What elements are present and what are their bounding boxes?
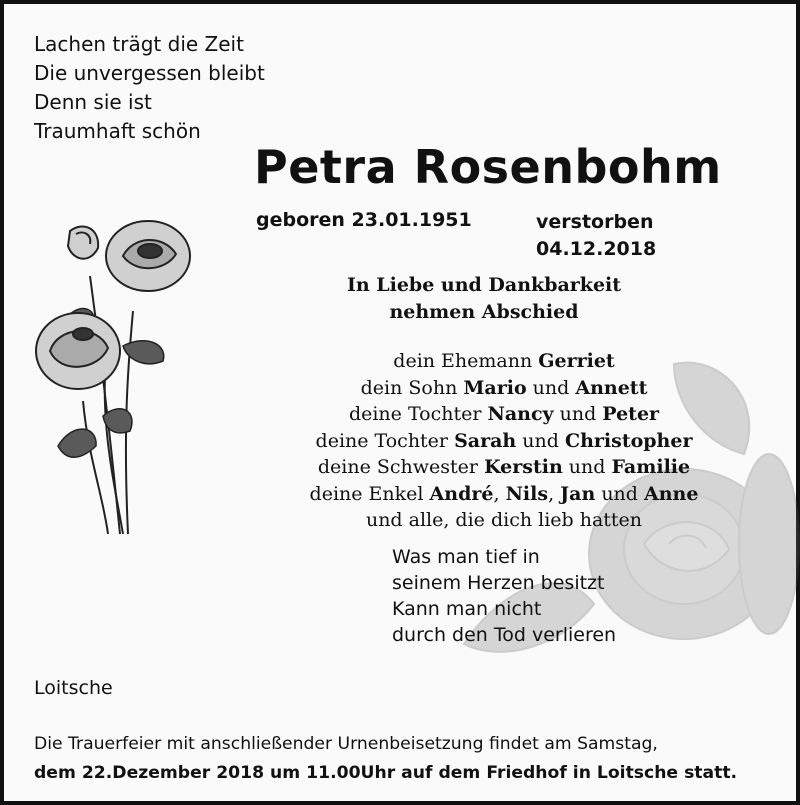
mourner-relation: deine Tochter [315, 429, 455, 452]
poem-bottom [392, 544, 616, 648]
mourner-relation: dein Sohn [360, 376, 464, 399]
mourner-row [234, 348, 774, 375]
mourner-row [234, 481, 774, 508]
mourner-relation: deine Schwester [317, 456, 485, 478]
mourner-name: Gerriet [538, 350, 615, 372]
mourner-name: André [429, 482, 494, 505]
farewell-line: nehmen Abschied [389, 301, 579, 323]
mourner-conjunction: und [562, 456, 612, 478]
deceased-name: Petra Rosenbohm [254, 140, 722, 194]
mourner-row-closing: und alle, die dich lieb hatten [365, 509, 643, 531]
poem-top [34, 30, 265, 146]
mourner-name: Christopher [564, 429, 693, 452]
birth-date: geboren 23.01.1951 [256, 209, 472, 231]
mourner-name: Kerstin [484, 456, 563, 478]
mourner-comma: , [548, 482, 561, 505]
poem-bottom-line: durch den Tod verlieren [392, 624, 617, 646]
mourner-name: Nancy [487, 403, 554, 425]
mourner-name: Peter [602, 403, 660, 425]
mourner-name: Sarah [454, 429, 517, 452]
mourner-conjunction: und [595, 482, 644, 505]
mourner-comma: , [493, 482, 506, 505]
mourner-relation: deine Enkel [309, 482, 430, 505]
poem-top-line: Lachen trägt die Zeit [34, 32, 244, 56]
town-name: Loitsche [34, 677, 113, 699]
mourner-name: Familie [611, 456, 691, 478]
mourner-conjunction: und [553, 403, 603, 425]
mourner-row [234, 454, 774, 481]
mourner-row [234, 401, 774, 428]
mourner-name: Anne [644, 482, 699, 505]
poem-bottom-line: Kann man nicht [392, 598, 542, 620]
poem-bottom-line: Was man tief in [392, 546, 540, 568]
mourner-conjunction: und [526, 376, 576, 399]
mourner-row [234, 428, 774, 455]
mourner-name: Jan [560, 482, 596, 505]
poem-top-line: Die unvergessen bleibt [34, 61, 265, 85]
poem-bottom-line: seinem Herzen besitzt [392, 572, 605, 594]
poem-top-line: Denn sie ist [34, 90, 152, 114]
farewell-line: In Liebe und Dankbarkeit [346, 274, 622, 296]
funeral-notice-line: Die Trauerfeier mit anschließender Urnenbeisetzung findet am Samstag, [34, 734, 658, 754]
funeral-notice-date: dem 22.Dezember 2018 um 11.00Uhr auf dem Friedhof in Loitsche statt. [34, 763, 738, 783]
mourner-relation: deine Tochter [348, 403, 488, 425]
poem-top-line: Traumhaft schön [34, 119, 201, 143]
mourner-name: Mario [463, 376, 527, 399]
mourners-list [234, 348, 774, 534]
mourner-name: Nils [505, 482, 549, 505]
farewell-heading [324, 272, 644, 326]
death-label: verstorben [536, 211, 654, 233]
mourner-name: Annett [575, 376, 648, 399]
roses-icon [28, 216, 203, 536]
mourner-conjunction: und [516, 429, 565, 452]
death-date [536, 209, 656, 263]
mourner-row [234, 375, 774, 402]
death-date-value: 04.12.2018 [536, 238, 657, 260]
mourner-relation: dein Ehemann [393, 350, 539, 372]
